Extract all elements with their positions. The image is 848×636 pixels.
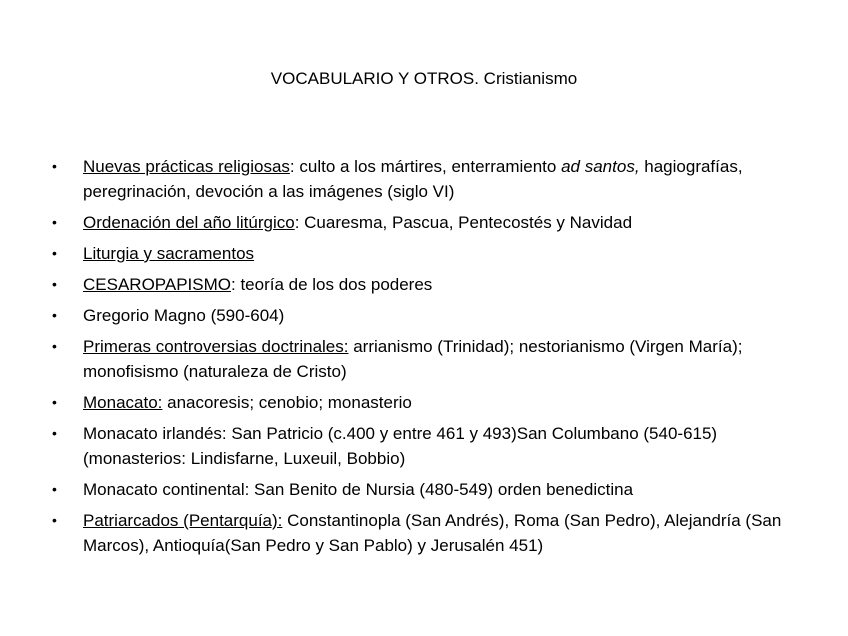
item-heading: Patriarcados (Pentarquía): — [83, 511, 283, 530]
item-italic-text: ad santos, — [561, 157, 640, 176]
bullet-dot: • — [52, 425, 57, 441]
item-text: Monacato irlandés: San Patricio (c.400 y entre 461 y 493)San Columbano (540-615) (monasterios: Lindisfarne, Luxeuil, Bobbio) — [83, 424, 718, 468]
bullet-dot: • — [52, 158, 57, 174]
bullet-dot: • — [52, 214, 57, 230]
item-heading: Nuevas prácticas religiosas — [83, 157, 290, 176]
item-heading: Monacato: — [83, 393, 163, 412]
list-item — [52, 421, 792, 471]
bullet-dot: • — [52, 481, 57, 497]
bullet-list — [52, 154, 792, 564]
item-text: arrianismo (Trinidad); nestorianismo (Virgen María); monofisismo (naturaleza de Cristo) — [83, 337, 743, 381]
item-text: Monacato continental: San Benito de Nursia (480-549) orden benedictina — [83, 480, 634, 499]
bullet-dot: • — [52, 307, 57, 323]
bullet-dot: • — [52, 394, 57, 410]
list-item — [52, 508, 792, 558]
item-text: : Cuaresma, Pascua, Pentecostés y Navidad — [294, 213, 633, 232]
item-text: anacoresis; cenobio; monasterio — [162, 393, 412, 412]
list-item — [52, 241, 792, 266]
list-item — [52, 272, 792, 297]
item-text: : culto a los mártires, enterramiento — [289, 157, 562, 176]
list-item — [52, 334, 792, 384]
item-heading: Primeras controversias doctrinales: — [83, 337, 349, 356]
item-text: Constantinopla (San Andrés), Roma (San Pedro), Alejandría (San Marcos), Antioquía(San Pedro y San Pablo) y Jerusalén 451) — [83, 511, 782, 555]
bullet-dot: • — [52, 512, 57, 528]
bullet-dot: • — [52, 276, 57, 292]
bullet-dot: • — [52, 338, 57, 354]
bullet-dot: • — [52, 245, 57, 261]
item-heading: Liturgia y sacramentos — [83, 244, 255, 263]
list-item — [52, 210, 792, 235]
item-heading: CESAROPAPISMO — [83, 275, 231, 294]
list-item — [52, 154, 792, 204]
item-heading: Ordenación del año litúrgico — [83, 213, 295, 232]
list-item — [52, 303, 792, 328]
item-text: : teoría de los dos poderes — [231, 275, 433, 294]
item-text: Gregorio Magno (590-604) — [83, 306, 285, 325]
slide-title: VOCABULARIO Y OTROS. Cristianismo — [270, 69, 578, 88]
list-item — [52, 477, 792, 502]
item-text: hagiografías, peregrinación, devoción a las imágenes (siglo VI) — [83, 157, 743, 201]
list-item — [52, 390, 792, 415]
